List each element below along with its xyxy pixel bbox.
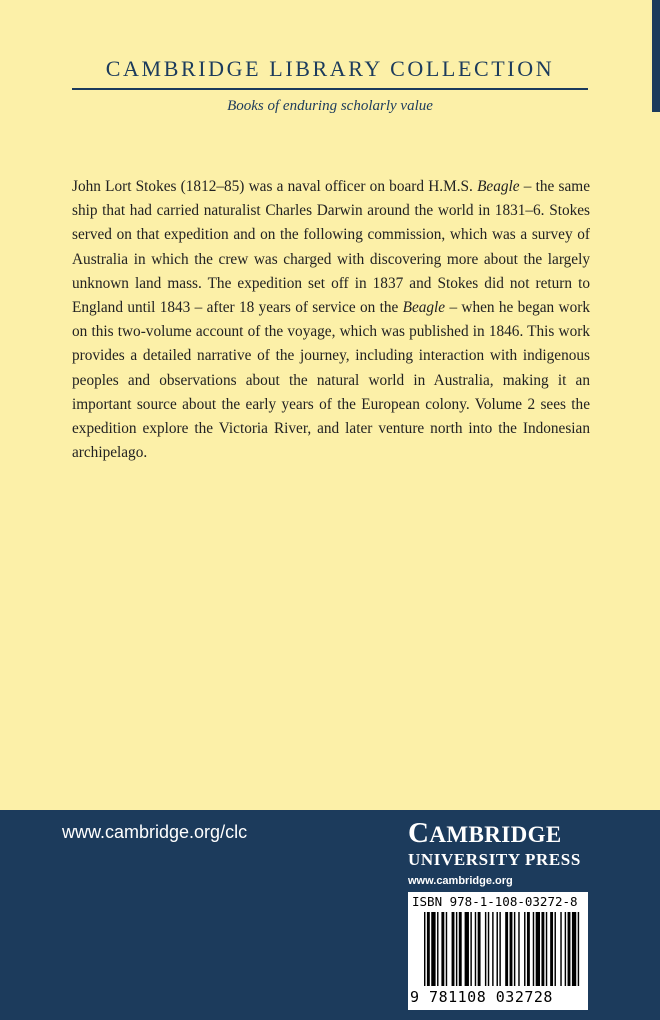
series-title: CAMBRIDGE LIBRARY COLLECTION	[105, 56, 555, 81]
publisher-logo	[408, 818, 590, 887]
ship-name: Beagle	[477, 178, 520, 195]
tagline: Books of enduring scholarly value	[227, 98, 433, 114]
ship-name: Beagle	[402, 299, 446, 317]
description-text-3: – when he began work on this two-volume account of the voyage, which was published in 1846. This work provides a detailed narrative of the journey, including interaction with indigenous peoples and observations about the natural world in Australia, making it an important source about the early years of the European colony. Volume 2 sees the expedition explore the Victoria River, and later venture north into the Indonesian archipelago.	[72, 299, 590, 462]
header	[72, 54, 588, 115]
header-rule	[72, 88, 588, 90]
publisher-url: www.cambridge.org	[408, 875, 513, 887]
barcode-icon	[408, 912, 588, 988]
collection-url: www.cambridge.org/clc	[62, 822, 248, 842]
footer-band	[0, 810, 660, 1020]
isbn-barcode	[408, 892, 588, 1010]
isbn-label: ISBN 978-1-108-03272-8	[412, 894, 578, 909]
description-text-2: – the same ship that had carried naturalist Charles Darwin around the world in 1831–6. Stokes served on that expedition and on the following commission, which was a survey of Australia in which the crew was charged with discovering more about the largely unknown land mass. The expedition set off in 1837 and Stokes did not return to England until 1843 – after 18 years of service on the	[72, 178, 590, 317]
logo-subtitle: UNIVERSITY PRESS	[408, 850, 581, 869]
book-description	[72, 175, 590, 465]
description-text-1: John Lort Stokes (1812–85) was a naval officer on board H.M.S.	[72, 178, 478, 195]
barcode-digits: 9 781108 032728	[410, 988, 553, 1006]
spine-bar	[652, 0, 660, 112]
logo-wordmark: CAMBRIDGE	[408, 817, 562, 849]
